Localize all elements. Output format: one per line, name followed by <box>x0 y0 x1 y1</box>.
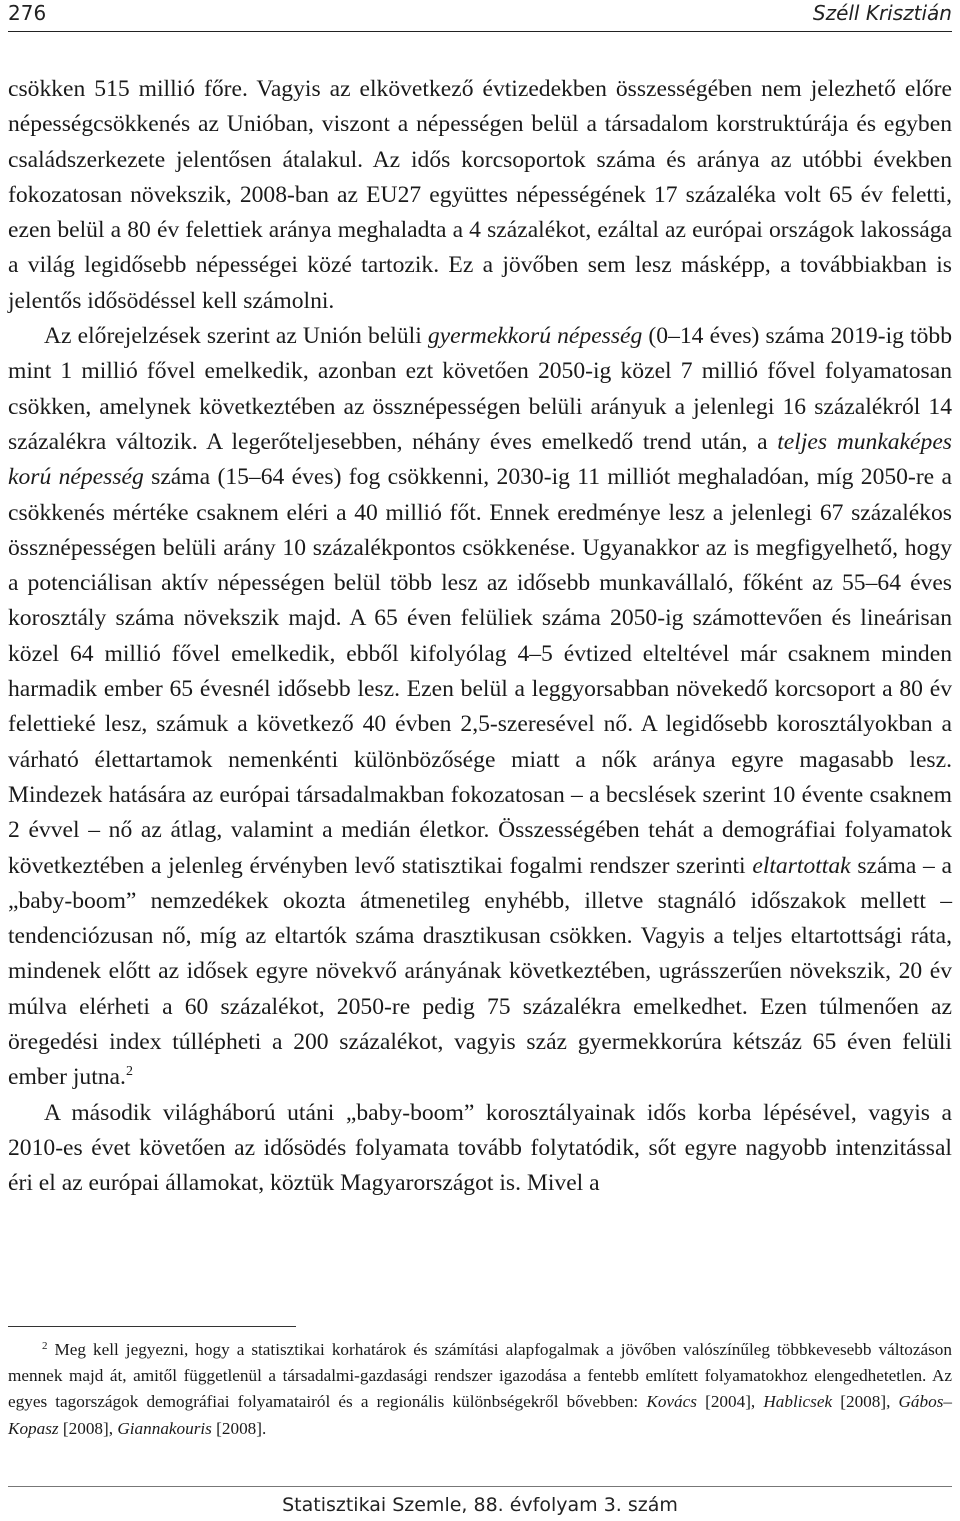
text-run: Az előrejelzések szerint az Unión belüli <box>44 323 428 350</box>
text-run: száma – a „baby-boom” nemzedékek okozta átmenetileg enyhébb, illetve stagnáló időszakok mellett – tendenciózusan nő, míg az eltartók száma drasztikusan csökken. Vagyis a teljes eltartottsági ráta, mindenek előtt az idősek egyre növekvő arányának következtében, ugrásszerűen növekszik, 20 év múlva elérheti a 60 százalékot, 2050-re pedig 75 százalékra emelkedhet. Ezen túlmenően az öregedési index túllépheti a 200 százalékot, vagyis száz gyermekkorúra kétszáz 65 éven felüli ember jutna. <box>8 852 952 1091</box>
text-run: csökken 515 millió főre. Vagyis az elkövetkező évtizedekben összességében nem jelezhető előre népességcsökkenés az Unióban, viszont a népességen belül a társadalom korstruktúrája és egyben családszerkezete jelentősen átalakul. Az idős korcsoportok száma és aránya az utóbbi években fokozatosan növekszik, 2008-ban az EU27 együttes népességének 17 százaléka volt 65 év feletti, ezen belül a 80 év felettiek aránya meghaladta a 4 százalékot, ezáltal az európai országok lakossága a világ legidősebb népességei közé tartozik. Ez a jövőben sem lesz másképp, a továbbiakban is jelentős idősödéssel kell számolni. <box>8 76 952 314</box>
footnote <box>8 1337 952 1442</box>
journal-footer: Statisztikai Szemle, 88. évfolyam 3. szám <box>282 1494 678 1516</box>
emphasis-text: teljes munkaképes korú népesség <box>8 428 952 491</box>
footnote-marker: 2 <box>125 1064 133 1080</box>
emphasis-text: eltartottak <box>752 852 851 879</box>
text-run: száma (15–64 éves) fog csökkenni, 2030-ig 11 milliót meghaladóan, míg 2050-re a csökkenés mértéke csaknem eléri a 40 millió főt. Ennek eredménye lesz a jelenlegi 67 százalékos össznépességen belüli arány 10 százalékpontos csökkenése. Ugyanakkor az is megfigyelhető, hogy a potenciálisan aktív népességen belül több lesz az idősebb munkavállaló, főként az 55–64 éves korosztály száma növekszik majd. A 65 éven felüliek száma 2050-ig számottevően és lineárisan közel 64 millió fővel emelkedik, ebből kifolyólag 4–5 évtized elteltével már csaknem minden harmadik ember 65 évesnél idősebb lesz. Ezen belül a leggyorsabban növekedő korcsoport a 80 év felettieké lesz, számuk a következő 40 évben 2,5-szeresével nő. A legidősebb korosztályokban a várható élettartamok nemenkénti különbözősége miatt a nők aránya egyre magasabb lesz. Mindezek hatására az európai társadalmakban fokozatosan – a becslések szerint 10 évente csaknem 2 évvel – nő az átlag, valamint a medián életkor. Összességében tehát a demográfiai folyamatok következtében a jelenleg érvényben levő statisztikai fogalmi rendszer szerinti <box>8 464 952 879</box>
emphasis-text: Kovács <box>646 1392 697 1412</box>
emphasis-text: Giannakouris <box>117 1418 212 1438</box>
paragraph <box>8 1096 952 1202</box>
text-run: Meg kell jegyezni, hogy a statisztikai korhatárok és számítási alapfogalmak a jövőben valószínűleg többkevesebb változáson mennek majd át, amitől függetlenül a társadalmi-gazdasági rendszer igazodása a fentebb említett folyamatokhoz elengedhetetlen. Az egyes tagországok demográfiai folyamatairól és a regionális különbségekről bővebben: <box>8 1340 952 1412</box>
body-text <box>8 72 952 1202</box>
header-rule <box>8 31 952 32</box>
paragraph <box>8 319 952 1096</box>
text-run: (0–14 éves) száma 2019-ig több mint 1 millió fővel emelkedik, azonban ezt követően 2050-ig közel 7 millió fővel folyamatosan csökken, amelynek következtében az össznépességen belüli arányuk a jelenlegi 16 százalékról 14 százalékra változik. A legerőteljesebben, néhány éves emelkedő trend után, a <box>8 323 952 455</box>
running-header <box>8 0 952 30</box>
text-run: [2008], <box>58 1418 118 1438</box>
paragraph <box>8 72 952 319</box>
footer-rule <box>8 1486 952 1487</box>
footnote-rule <box>8 1326 296 1327</box>
emphasis-text: Hablicsek <box>763 1392 833 1412</box>
page-number: 276 <box>8 1 47 25</box>
text-run: [2004], <box>696 1392 764 1412</box>
author-name: Széll Krisztián <box>812 1 952 25</box>
emphasis-text: Gábos–Kopasz <box>8 1392 952 1438</box>
text-run: A második világháború utáni „baby-boom” korosztályainak idős korba lépésével, vagyis a 2010-es évet követően az idősödés folyamata tovább folytatódik, sőt egyre nagyobb intenzitással éri el az európai államokat, köztük Magyarországot is. Mivel a <box>8 1099 952 1197</box>
footnote-marker: 2 <box>42 1340 48 1352</box>
emphasis-text: gyermekkorú népesség <box>427 323 643 350</box>
text-run: [2008], <box>832 1392 899 1412</box>
text-run: [2008]. <box>211 1418 267 1438</box>
